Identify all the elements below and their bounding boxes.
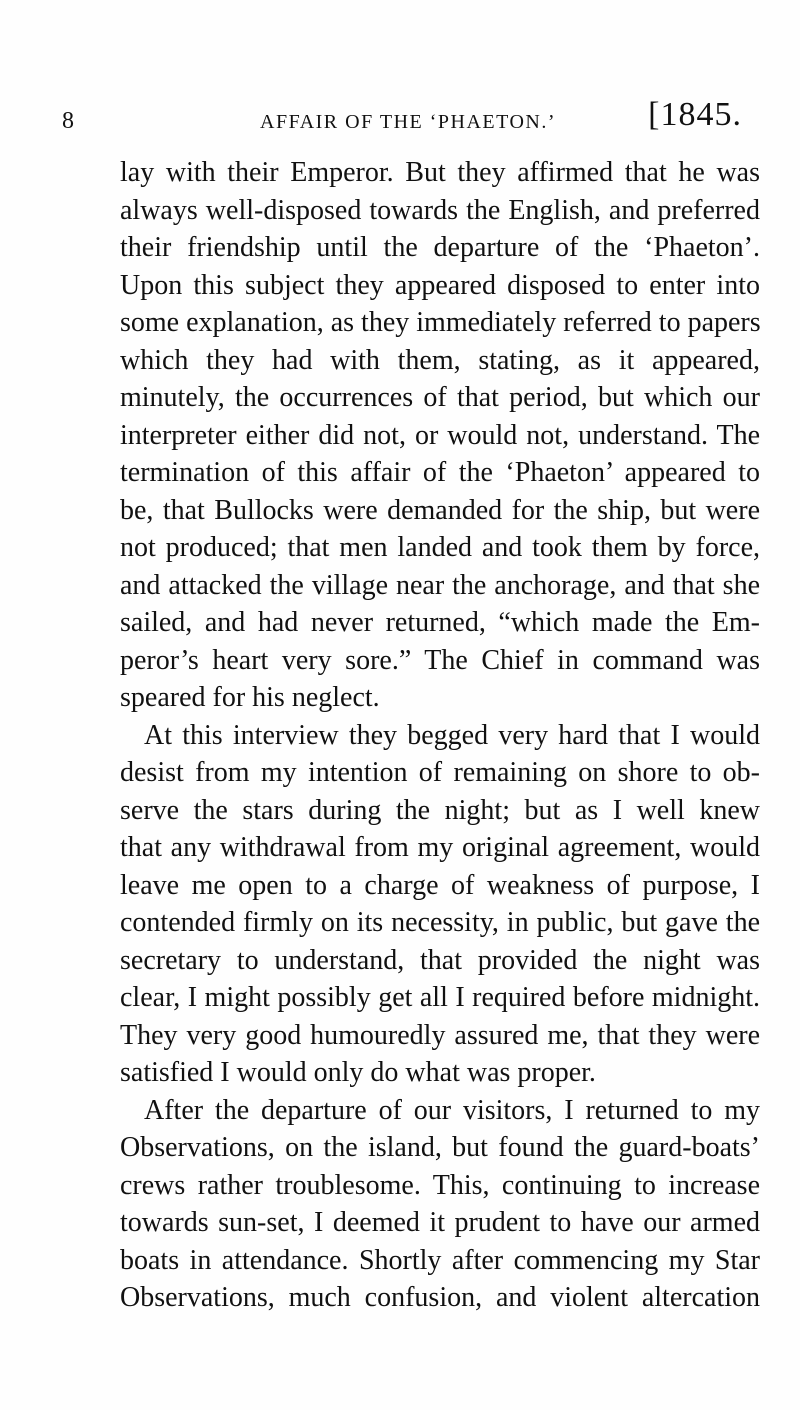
text-line: be, that Bullocks were demanded for the ship, but were [120,494,760,526]
text-line: peror’s heart very sore.” The Chief in command was [120,644,760,676]
text-line: interpreter either did not, or would not, understand. The [120,419,760,451]
text-line: Observations, on the island, but found the guard-boats’ [120,1132,760,1163]
text-line: that any withdrawal from my original agreement, would [120,832,760,863]
text-line: desist from my intention of remaining on shore to ob- [120,757,760,788]
text-line: some explanation, as they immediately referred to papers [120,307,761,338]
text-line: towards sun-set, I deemed it prudent to have our armed [120,1207,760,1238]
text-line: At this interview they begged very hard that I would [144,719,760,751]
text-line: crews rather troublesome. This, continuing to increase [120,1169,760,1201]
text-line: always well-disposed towards the English, and preferred [120,194,760,226]
page-number: 8 [62,108,74,134]
text-line: After the departure of our visitors, I returned to my [144,1094,760,1126]
text-line: and attacked the village near the anchorage, and that she [120,569,760,601]
text-line: satisfied I would only do what was proper. [120,1057,596,1088]
text-line: contended firmly on its necessity, in public, but gave the [120,907,760,938]
text-line: sailed, and had never returned, “which made the Em- [120,607,760,638]
text-line: minutely, the occurrences of that period, but which our [120,382,760,413]
running-year: [1845. [648,96,742,133]
text-line: termination of this affair of the ‘Phaeton’ appeared to [120,457,760,488]
text-line: lay with their Emperor. But they affirmed that he was [120,157,760,188]
text-line: Observations, much confusion, and violent altercation [120,1282,760,1313]
text-line: secretary to understand, that provided the night was [120,944,760,976]
body-text [120,154,760,1317]
running-head [62,96,742,146]
running-title: AFFAIR OF THE ‘PHAETON.’ [260,111,557,133]
text-line: speared for his neglect. [120,682,380,713]
text-line: serve the stars during the night; but as I well knew [120,794,760,826]
text-line: Upon this subject they appeared disposed to enter into [120,269,760,301]
text-line: boats in attendance. Shortly after commencing my Star [120,1244,760,1276]
text-line: They very good humouredly assured me, that they were [120,1019,760,1051]
text-line: their friendship until the departure of the ‘Phaeton’. [120,232,760,263]
text-line: clear, I might possibly get all I required before midnight. [120,982,760,1013]
text-line: not produced; that men landed and took them by force, [120,532,760,563]
text-line: which they had with them, stating, as it appeared, [120,344,760,376]
text-line: leave me open to a charge of weakness of purpose, I [120,869,760,901]
